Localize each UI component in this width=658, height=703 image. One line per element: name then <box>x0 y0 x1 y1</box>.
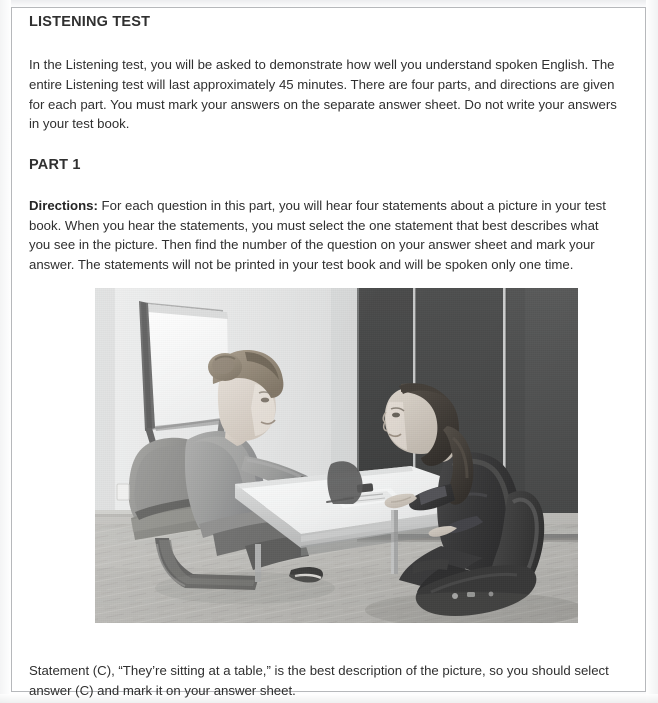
directions-label: Directions: <box>29 198 98 214</box>
intro-paragraph: In the Listening test, you will be asked to demonstrate how well you understand spoken English. The entire Listening test will last approximately 45 minutes. There are four parts, and directions are given for each part. You must mark your answers on the separate answer sheet. Do not write your answers in your test book. <box>29 57 617 132</box>
example-caption: Statement (C), “They’re sitting at a table,” is the best description of the picture, so you should select answer (C) and mark it on your answer sheet. <box>29 663 609 698</box>
photograph-illustration <box>95 288 578 623</box>
page-title: LISTENING TEST <box>29 14 151 30</box>
part-heading: PART 1 <box>29 156 81 173</box>
scan-edge-shading-right <box>646 0 658 703</box>
page-content <box>29 14 629 275</box>
example-photograph <box>95 288 578 623</box>
directions-body-text: For each question in this part, you will hear four statements about a picture in your test book. When you hear the statements, you must select the one statement that best describes what you see in the picture. Then find the number of the question on your answer sheet and mark your answer. The statements will not be printed in your test book and will be spoken only one time. <box>29 198 606 272</box>
scan-edge-shading-left <box>0 0 11 703</box>
directions-paragraph <box>29 196 619 274</box>
